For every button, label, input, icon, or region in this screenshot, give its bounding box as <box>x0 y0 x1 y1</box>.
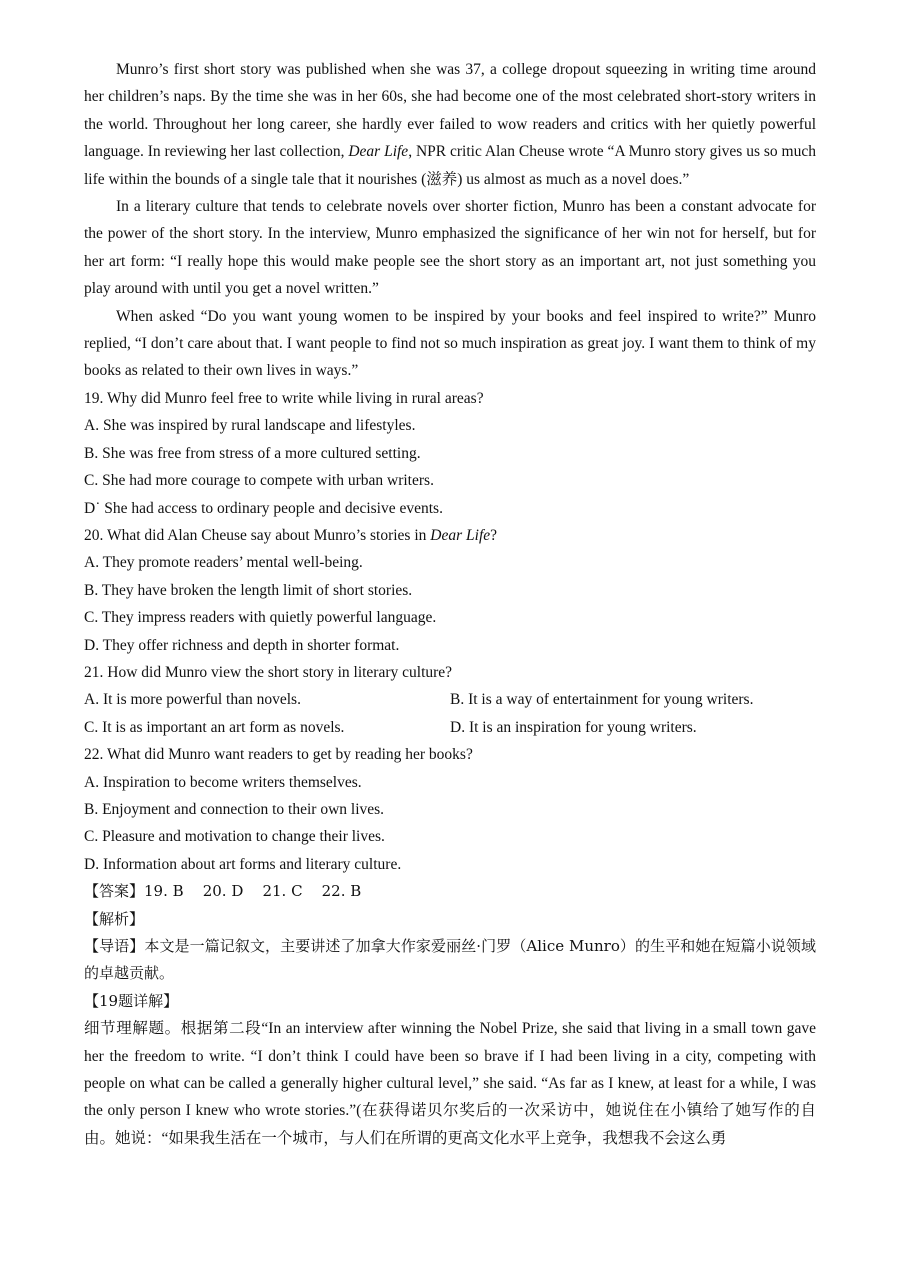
option-a: A. Inspiration to become writers themselves. <box>84 773 362 791</box>
book-title: Dear Life <box>430 526 491 544</box>
option-b: B. They have broken the length limit of short stories. <box>84 581 413 599</box>
options-row-1 <box>84 686 816 713</box>
question-21 <box>84 659 816 741</box>
option-a: A. She was inspired by rural landscape and lifestyles. <box>84 417 416 435</box>
question-19 <box>84 385 816 522</box>
question-22 <box>84 741 816 878</box>
question-20 <box>84 522 816 659</box>
option-a: A. They promote readers’ mental well-being. <box>84 554 363 572</box>
question-stem <box>84 522 816 549</box>
option-d: D. It is an inspiration for young writers. <box>450 718 697 736</box>
option-c: C. It is as important an art form as novels. <box>84 718 345 736</box>
question-stem: 22. What did Munro want readers to get by reading her books? <box>84 746 473 764</box>
detail-19-paragraph: 细节理解题。根据第二段“In an interview after winning the Nobel Prize, she said that living in a small town gave her the freedom to write. “I don’t think I could have been so brave if I had been living in a city, competing with people on what can be called a generally higher cultural level,” she said. “As far as I knew, at least for a while, I was the only person I knew who wrote stories.”(在获得诺贝尔奖后的一次采访中，她说住在小镇给了她写作的自由。她说：“如果我生活在一个城市，与人们在所谓的更高文化水平上竞争，我想我不会这么勇 <box>84 1020 816 1147</box>
option-d: D. They offer richness and depth in shorter format. <box>84 636 400 654</box>
option-a: A. It is more powerful than novels. <box>84 691 301 709</box>
option-c: C. She had more courage to compete with urban writers. <box>84 472 434 490</box>
passage-p1-text: Munro’s first short story was published when she was 37, a college dropout squeezing in writing time around her children’s naps. By the time she was in her 60s, she had become one of the most celebrated short-story writers in the world. Throughout her long career, she hardly ever failed to wow readers and critics with her quietly powerful language. In reviewing her last collection, <box>84 61 816 161</box>
question-stem: 19. Why did Munro feel free to write while living in rural areas? <box>84 389 484 407</box>
document-page <box>84 56 816 1152</box>
option-c: C. Pleasure and motivation to change their lives. <box>84 828 385 846</box>
passage-p1-text-end: , NPR critic Alan Cheuse wrote “A Munro story gives us so much life within the bounds of a single tale that it nourishes (滋养) us almost as much as a novel does.” <box>84 143 816 188</box>
passage-paragraph-1 <box>84 56 816 193</box>
option-b: B. She was free from stress of a more cultured setting. <box>84 444 421 462</box>
book-title: Dear Life <box>348 143 409 161</box>
option-d: D. Information about art forms and literary culture. <box>84 855 402 873</box>
intro-paragraph: 【导语】本文是一篇记叙文，主要讲述了加拿大作家爱丽丝·门罗（Alice Munro）的生平和她在短篇小说领域的卓越贡献。 <box>84 937 816 983</box>
option-c: C. They impress readers with quietly powerful language. <box>84 609 437 627</box>
passage-paragraph-2: In a literary culture that tends to celebrate novels over shorter fiction, Munro has been a constant advocate for the power of the short story. In the interview, Munro emphasized the significance of her win not for herself, but for her art form: “I really hope this would make people see the short story as an important art, not just something you play around with until you get a novel written.” <box>84 198 816 298</box>
question-stem-text: 20. What did Alan Cheuse say about Munro’s stories in <box>84 526 431 544</box>
detail-19-label: 【19题详解】 <box>84 991 179 1010</box>
answer-key: 【答案】19. B 20. D 21. C 22. B <box>84 882 362 901</box>
option-d: D˙ She had access to ordinary people and decisive events. <box>84 499 443 517</box>
option-b: B. It is a way of entertainment for young writers. <box>450 691 754 709</box>
options-row-2 <box>84 714 816 741</box>
passage-paragraph-3: When asked “Do you want young women to be inspired by your books and feel inspired to write?” Munro replied, “I don’t care about that. I want people to find not so much inspiration as great joy. I want them to think of my books as related to their own lives in ways.” <box>84 307 816 380</box>
analysis-label: 【解析】 <box>84 909 145 928</box>
option-b: B. Enjoyment and connection to their own lives. <box>84 800 385 818</box>
question-stem: 21. How did Munro view the short story in literary culture? <box>84 663 453 681</box>
question-mark: ? <box>490 526 498 544</box>
